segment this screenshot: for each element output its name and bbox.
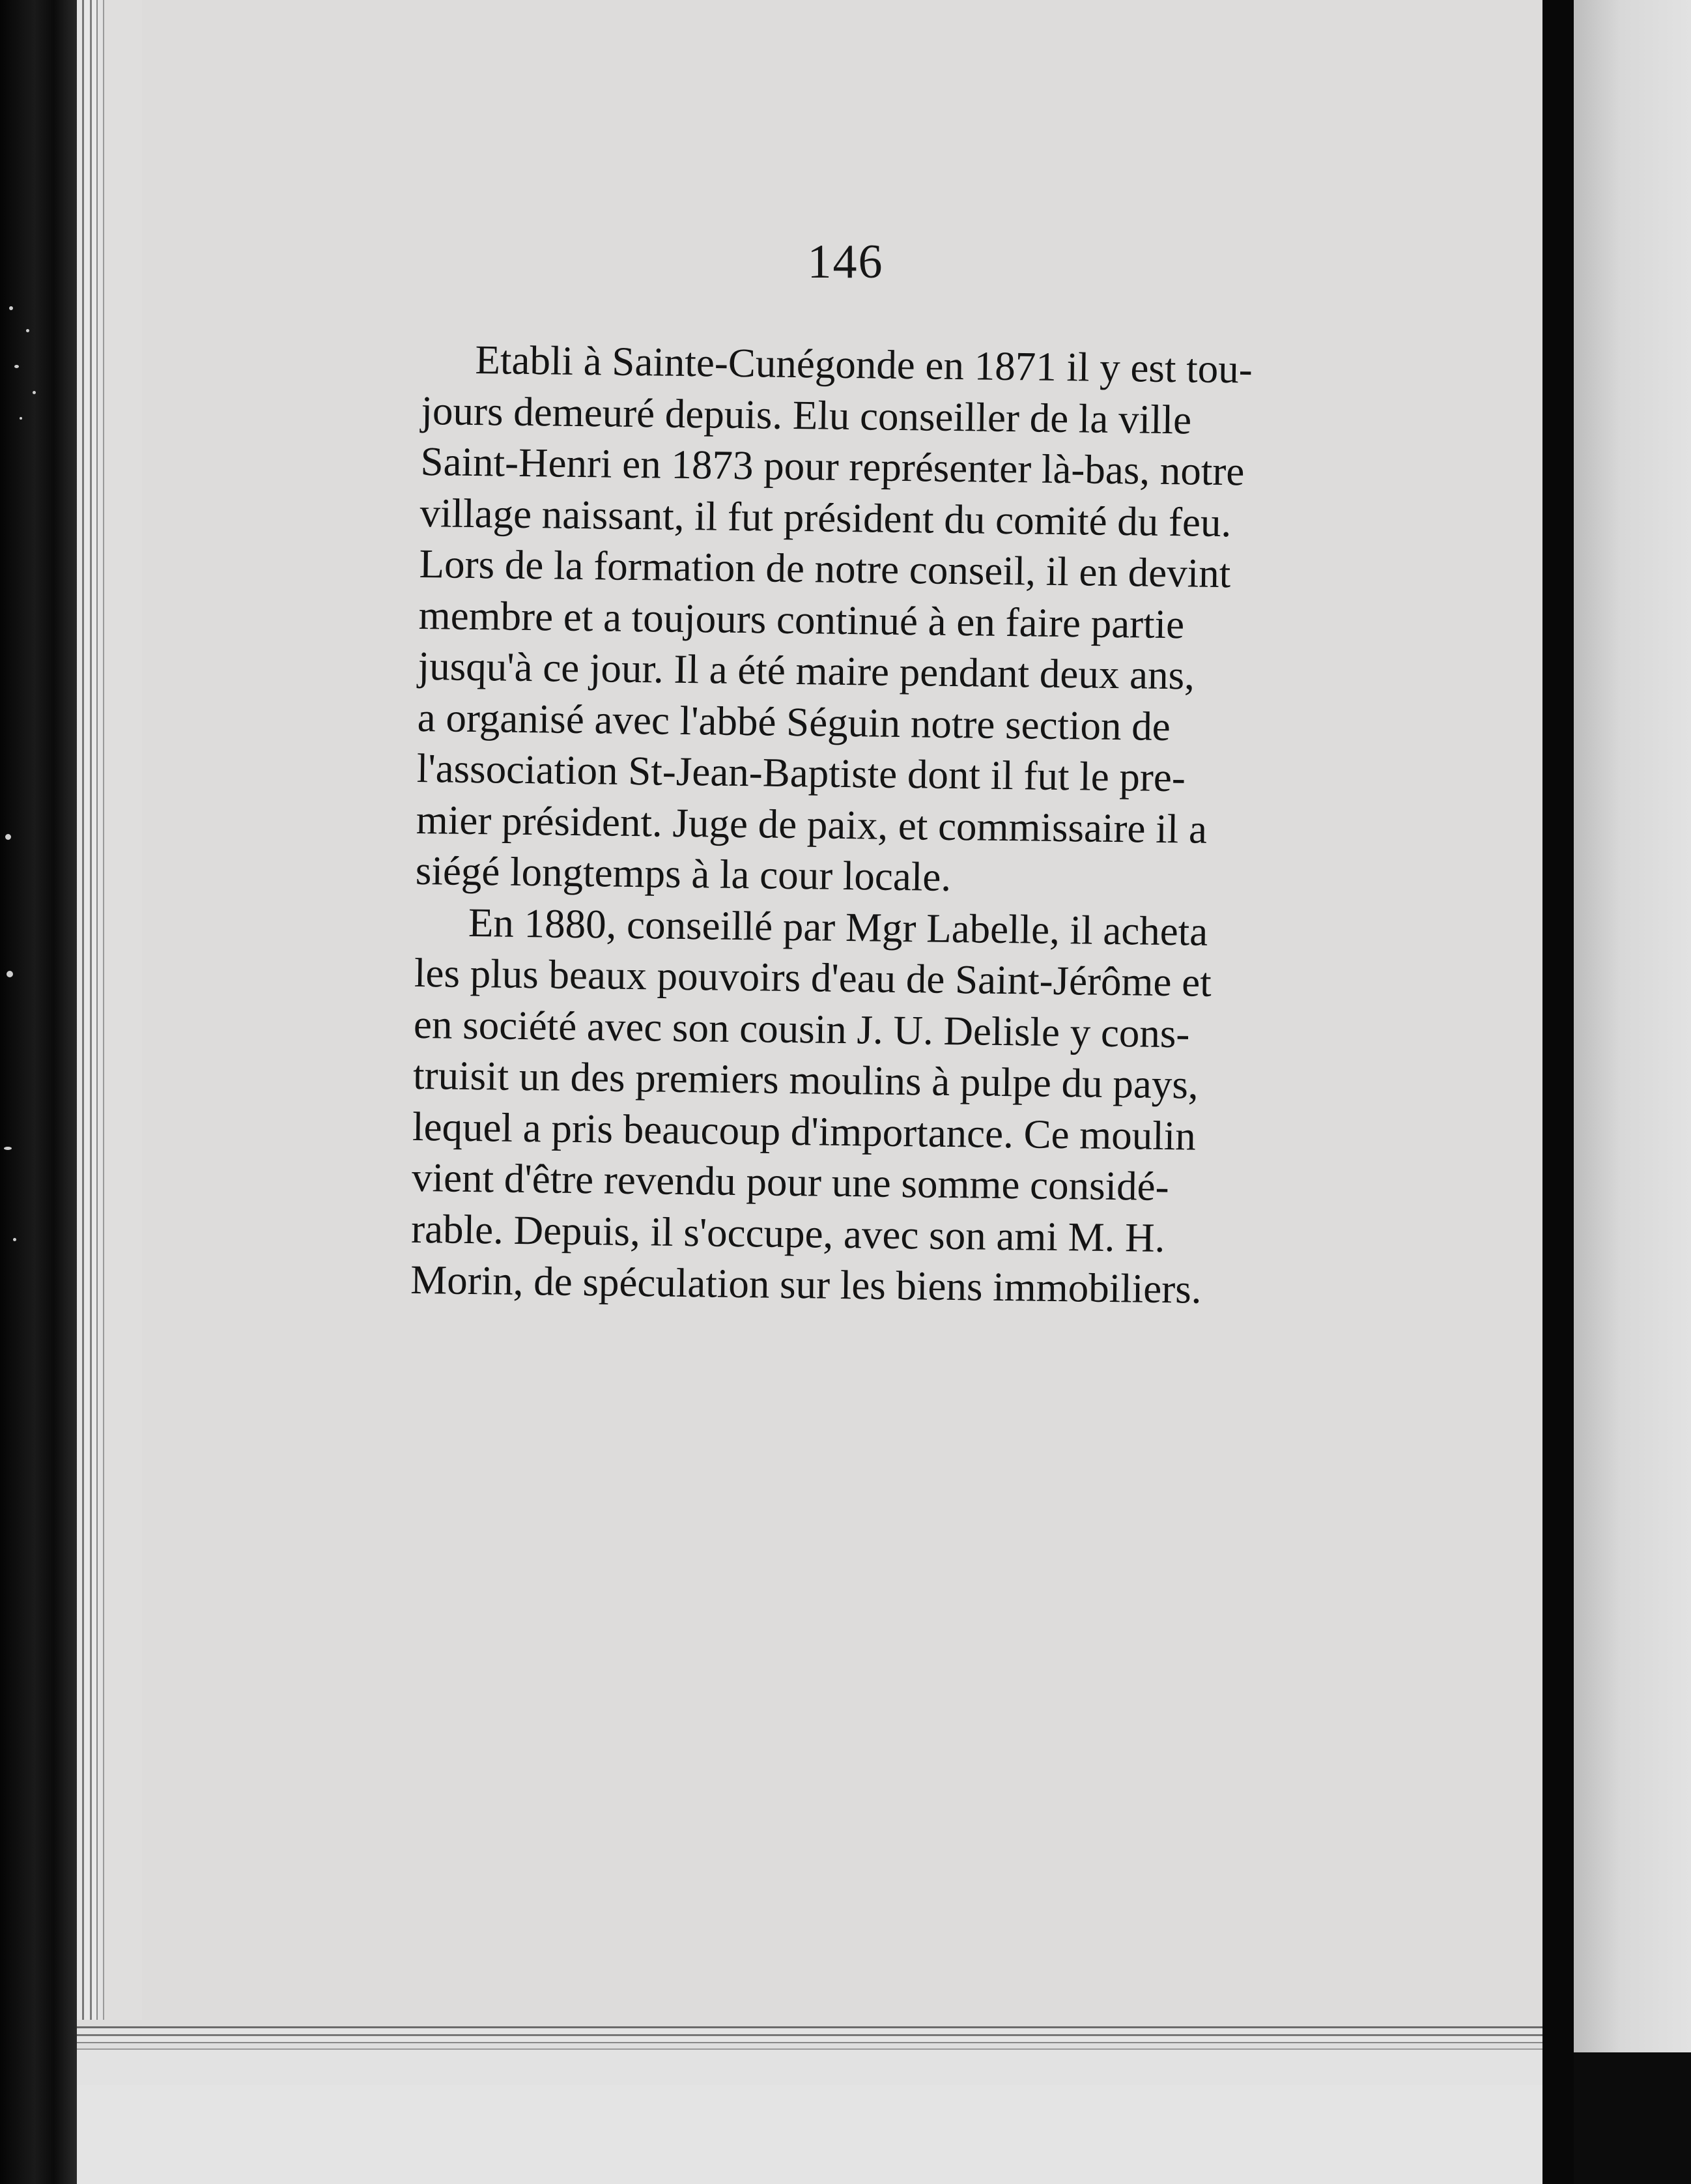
text-line: Saint-Henri en 1873 pour représenter là-bas, notre <box>420 438 1245 495</box>
paragraph <box>415 334 1399 908</box>
text-line: village naissant, il fut président du comité du feu. <box>419 489 1232 545</box>
text-line: truisit un des premiers moulins à pulpe du pays, <box>412 1052 1199 1108</box>
text-line: en société avec son cousin J. U. Delisle y cons- <box>413 1001 1190 1056</box>
text-line: membre et a toujours continué à en faire partie <box>418 592 1185 647</box>
text-line: En 1880, conseillé par Mgr Labelle, il acheta <box>468 899 1208 955</box>
page-bottom-margin <box>77 2085 1542 2184</box>
left-binding-strip <box>0 0 77 2184</box>
text-line: mier président. Juge de paix, et commissaire il a <box>416 796 1208 852</box>
text-line: a organisé avec l'abbé Séguin notre section de <box>417 694 1171 749</box>
page-stack-left-edge <box>77 0 142 2039</box>
text-line: jours demeuré depuis. Elu conseiller de la ville <box>421 387 1192 442</box>
page-stack-bottom-edge <box>77 2020 1542 2085</box>
text-line: vient d'être revendu pour une somme considé- <box>411 1154 1170 1210</box>
text-line: jusqu'à ce jour. Il a été maire pendant deux ans, <box>418 642 1195 698</box>
facing-page-shadow <box>1574 2052 1691 2184</box>
page-number: 146 <box>807 235 884 289</box>
text-line: siégé longtemps à la cour locale. <box>415 847 952 900</box>
page-body-text <box>410 334 1399 1317</box>
text-line: Etabli à Sainte-Cunégonde en 1871 il y est tou- <box>475 337 1253 392</box>
book-gutter <box>1542 0 1574 2184</box>
text-line: Morin, de spéculation sur les biens immobiliers. <box>410 1256 1202 1312</box>
text-line: l'association St-Jean-Baptiste dont il fut le pre- <box>416 745 1186 801</box>
text-line: rable. Depuis, il s'occupe, avec son ami M. H. <box>410 1205 1165 1261</box>
text-line: lequel a pris beaucoup d'importance. Ce moulin <box>412 1103 1197 1159</box>
facing-page-edge <box>1574 0 1691 2184</box>
text-line: les plus beaux pouvoirs d'eau de Saint-Jérôme et <box>414 949 1212 1005</box>
text-line: Lors de la formation de notre conseil, il en devint <box>419 540 1231 597</box>
paragraph <box>410 896 1393 1317</box>
